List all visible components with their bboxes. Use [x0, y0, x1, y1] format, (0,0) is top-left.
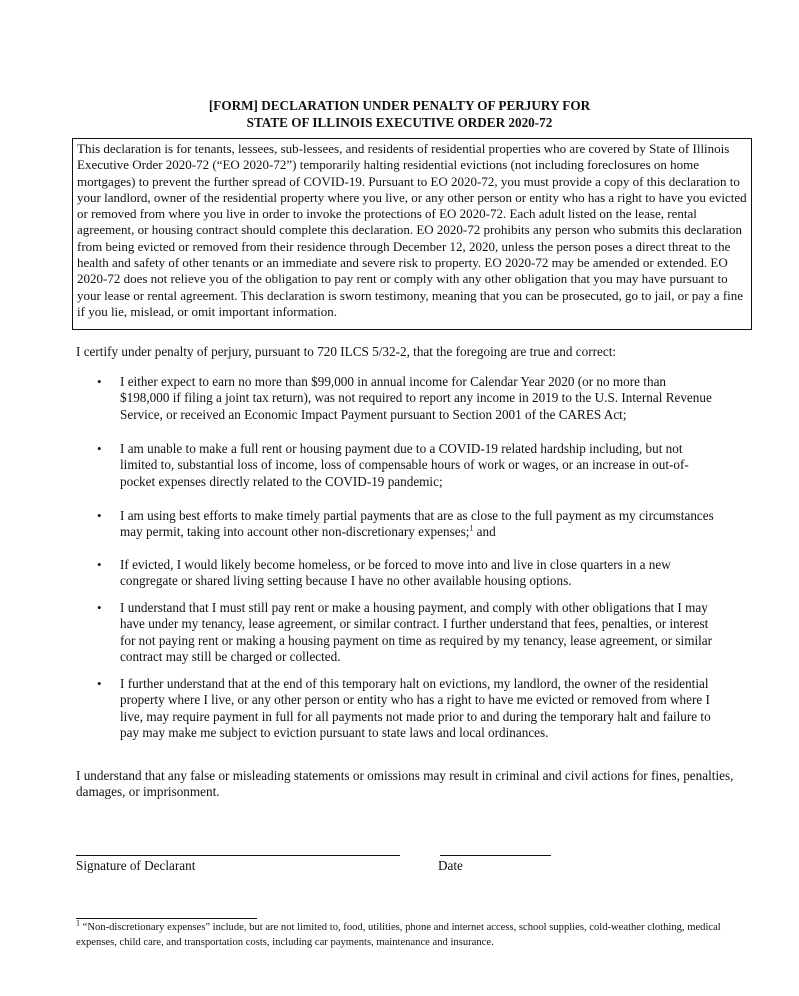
signature-label: Signature of Declarant [76, 858, 196, 873]
date-line[interactable] [440, 855, 551, 856]
bullet-text: I further understand that at the end of this temporary halt on evictions, my landlord, the owner of the residential property where I live, or any other person or entity who has a right to have me evicted or removed from where I live, may require payment in full for all payments not made prior to and during the temporary halt and failure to pay may make me subject to eviction pursuant to state laws and local ordinances. [120, 676, 711, 740]
bullet-text: If evicted, I would likely become homeless, or be forced to move into and live in close quarters in a new congregate or shared living setting because I have no other available housing options. [120, 557, 671, 589]
date-label: Date [438, 858, 463, 873]
closing-statement: I understand that any false or misleading statements or omissions may result in criminal and civil actions for fines, penalties, damages, or imprisonment. [76, 768, 734, 800]
bullet-text-tail: and [473, 524, 496, 540]
bullet-text: I am unable to make a full rent or housing payment due to a COVID-19 related hardship including, but not limited to, substantial loss of income, loss of compensable hours of work or wages, or an increase in out-of-pocket expenses directly related to the COVID-19 pandemic; [120, 441, 689, 489]
bullet-text [120, 508, 717, 541]
bullet-icon: • [97, 441, 102, 456]
title-line-2: STATE OF ILLINOIS EXECUTIVE ORDER 2020-72 [246, 115, 553, 130]
intro-box: This declaration is for tenants, lessees, sub-lessees, and residents of residential properties who are covered by State of Illinois Executive Order 2020-72 (“EO 2020-72”) temporarily halting residential evictions (not including foreclosures on home mortgages) to prevent the further spread of COVID-19. Pursuant to EO 2020-72, you must provide a copy of this declaration to your landlord, owner of the residential property where you live, or any other person or entity who has a right to have you evicted or removed from where you live in order to invoke the protections of EO 2020-72. Each adult listed on the lease, rental agreement, or housing contract should complete this declaration. EO 2020-72 prohibits any person who submits this declaration from being evicted or removed from their residence through December 12, 2020, unless the person poses a direct threat to the health and safety of other tenants or an immediate and severe risk to property. EO 2020-72 may be amended or extended. EO 2020-72 does not relieve you of the obligation to pay rent or comply with any other obligation that you may have pursuant to your lease or rental agreement. This declaration is sworn testimony, meaning that you can be prosecuted, go to jail, or pay a fine if you lie, mislead, or omit important information. [72, 138, 752, 330]
title-line-1: [FORM] DECLARATION UNDER PENALTY OF PERJURY FOR [208, 98, 591, 113]
bullet-text: I either expect to earn no more than $99,000 in annual income for Calendar Year 2020 (or no more than $198,000 if filing a joint tax return), was not required to report any income in 2019 to the U.S. Internal Revenue Service, or received an Economic Impact Payment pursuant to Section 2001 of the CARES Act; [120, 374, 712, 422]
bullet-text: I understand that I must still pay rent or make a housing payment, and comply with other obligations that I may have under my tenancy, lease agreement, or similar contract. I further understand that fees, penalties, or interest for not paying rent or making a housing payment on time as required by my tenancy, lease agreement, or similar contract may still be charged or collected. [120, 600, 713, 664]
footnote-divider [76, 918, 257, 919]
bullet-icon: • [97, 374, 102, 389]
signature-line[interactable] [76, 855, 400, 856]
footnote [76, 918, 726, 950]
bullet-icon: • [97, 508, 102, 523]
bullet-text-main: I am using best efforts to make timely partial payments that are as close to the full payment as my circumstances may permit, taking into account other non-discretionary expenses; [120, 508, 714, 540]
bullet-icon: • [97, 557, 102, 572]
footnote-text: “Non-discretionary expenses” include, but are not limited to, food, utilities, phone and internet access, school supplies, cold-weather clothing, medical expenses, child care, and transportation costs, including car payments, maintenance and insurance. [76, 922, 721, 948]
document-title [0, 97, 799, 131]
bullet-icon: • [97, 676, 102, 691]
footnote-mark: 1 [76, 918, 80, 928]
footnote-ref: 1 [469, 523, 474, 533]
certify-statement: I certify under penalty of perjury, pursuant to 720 ILCS 5/32-2, that the foregoing are true and correct: [76, 344, 617, 359]
bullet-icon: • [97, 600, 102, 615]
